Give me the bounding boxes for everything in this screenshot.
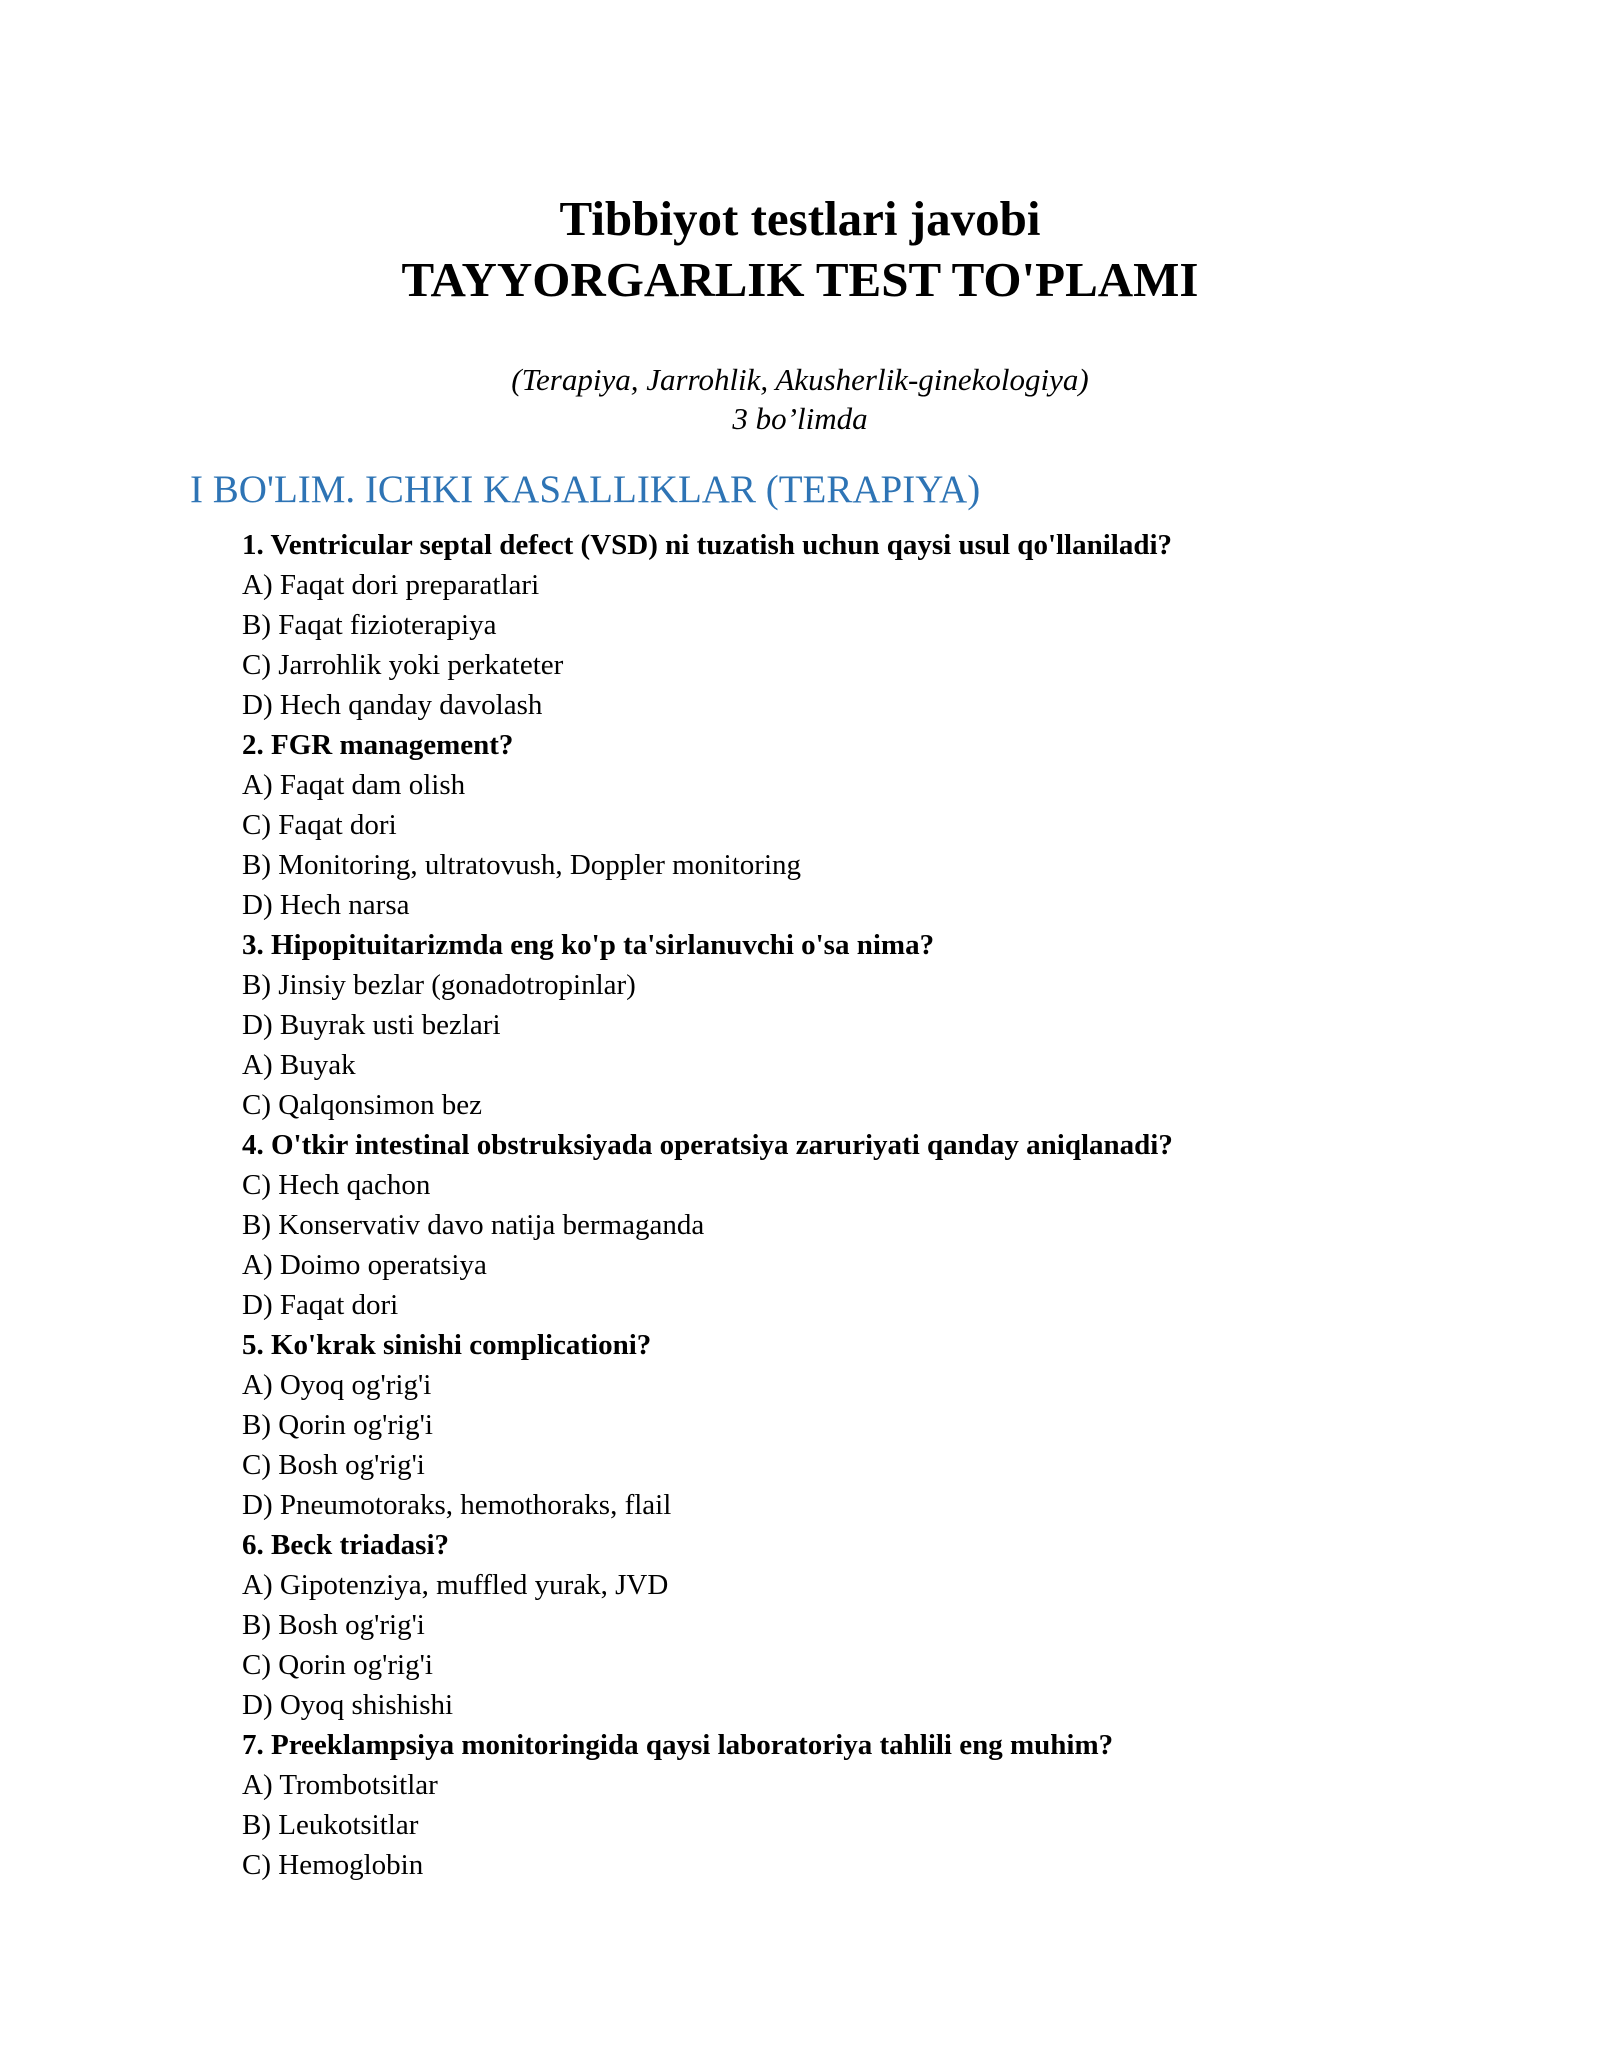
answer-option: A) Gipotenziya, muffled yurak, JVD: [242, 1569, 669, 1601]
answer-option: B) Bosh og'rig'i: [242, 1609, 425, 1641]
answer-option: B) Qorin og'rig'i: [242, 1409, 433, 1441]
question-list: [242, 525, 1422, 1885]
question-title: 2. FGR management?: [242, 729, 514, 761]
answer-option: D) Buyrak usti bezlari: [242, 1009, 501, 1041]
answer-option: B) Monitoring, ultratovush, Doppler monitoring: [242, 849, 802, 881]
answer-option: D) Hech qanday davolash: [242, 689, 543, 721]
question-block: [242, 525, 1422, 725]
section-count: 3 bo’limda: [732, 401, 868, 436]
question-title: 3. Hipopituitarizmda eng ko'p ta'sirlanuvchi o'sa nima?: [242, 929, 935, 961]
question-block: [242, 725, 1422, 925]
answer-option: B) Faqat fizioterapiya: [242, 609, 497, 641]
answer-option: A) Buyak: [242, 1049, 356, 1081]
question-title: 7. Preeklampsiya monitoringida qaysi laboratoriya tahlili eng muhim?: [242, 1729, 1114, 1761]
answer-option: D) Pneumotoraks, hemothoraks, flail: [242, 1489, 672, 1521]
answer-option: A) Trombotsitlar: [242, 1769, 438, 1801]
answer-option: A) Faqat dam olish: [242, 769, 466, 801]
answer-option: C) Jarrohlik yoki perkateter: [242, 649, 564, 681]
answer-option: A) Faqat dori preparatlari: [242, 569, 540, 601]
answer-option: C) Qorin og'rig'i: [242, 1649, 433, 1681]
subtitle-block: [0, 360, 1600, 438]
answer-option: D) Hech narsa: [242, 889, 410, 921]
question-block: [242, 925, 1422, 1125]
question-title: 6. Beck triadasi?: [242, 1529, 450, 1561]
question-block: [242, 1525, 1422, 1725]
title-block: [0, 188, 1600, 310]
answer-option: B) Jinsiy bezlar (gonadotropinlar): [242, 969, 636, 1001]
question-block: [242, 1125, 1422, 1325]
question-title: 5. Ko'krak sinishi complicationi?: [242, 1329, 652, 1361]
answer-option: A) Doimo operatsiya: [242, 1249, 487, 1281]
answer-option: B) Leukotsitlar: [242, 1809, 419, 1841]
answer-option: B) Konservativ davo natija bermaganda: [242, 1209, 705, 1241]
answer-option: C) Hemoglobin: [242, 1849, 424, 1881]
answer-option: D) Faqat dori: [242, 1289, 399, 1321]
document-title: Tibbiyot testlari javobi: [559, 191, 1041, 246]
question-block: [242, 1725, 1422, 1885]
answer-option: C) Bosh og'rig'i: [242, 1449, 425, 1481]
answer-option: D) Oyoq shishishi: [242, 1689, 454, 1721]
answer-option: C) Faqat dori: [242, 809, 397, 841]
section-heading: I BO'LIM. ICHKI KASALLIKLAR (TERAPIYA): [190, 468, 981, 511]
question-title: 1. Ventricular septal defect (VSD) ni tuzatish uchun qaysi usul qo'llaniladi?: [242, 529, 1173, 561]
question-block: [242, 1325, 1422, 1525]
subject-list: (Terapiya, Jarrohlik, Akusherlik-ginekologiya): [511, 362, 1089, 397]
answer-option: A) Oyoq og'rig'i: [242, 1369, 432, 1401]
document-subtitle-title: TAYYORGARLIK TEST TO'PLAMI: [401, 252, 1199, 307]
question-title: 4. O'tkir intestinal obstruksiyada operatsiya zaruriyati qanday aniqlanadi?: [242, 1129, 1173, 1161]
answer-option: C) Qalqonsimon bez: [242, 1089, 483, 1121]
answer-option: C) Hech qachon: [242, 1169, 431, 1201]
